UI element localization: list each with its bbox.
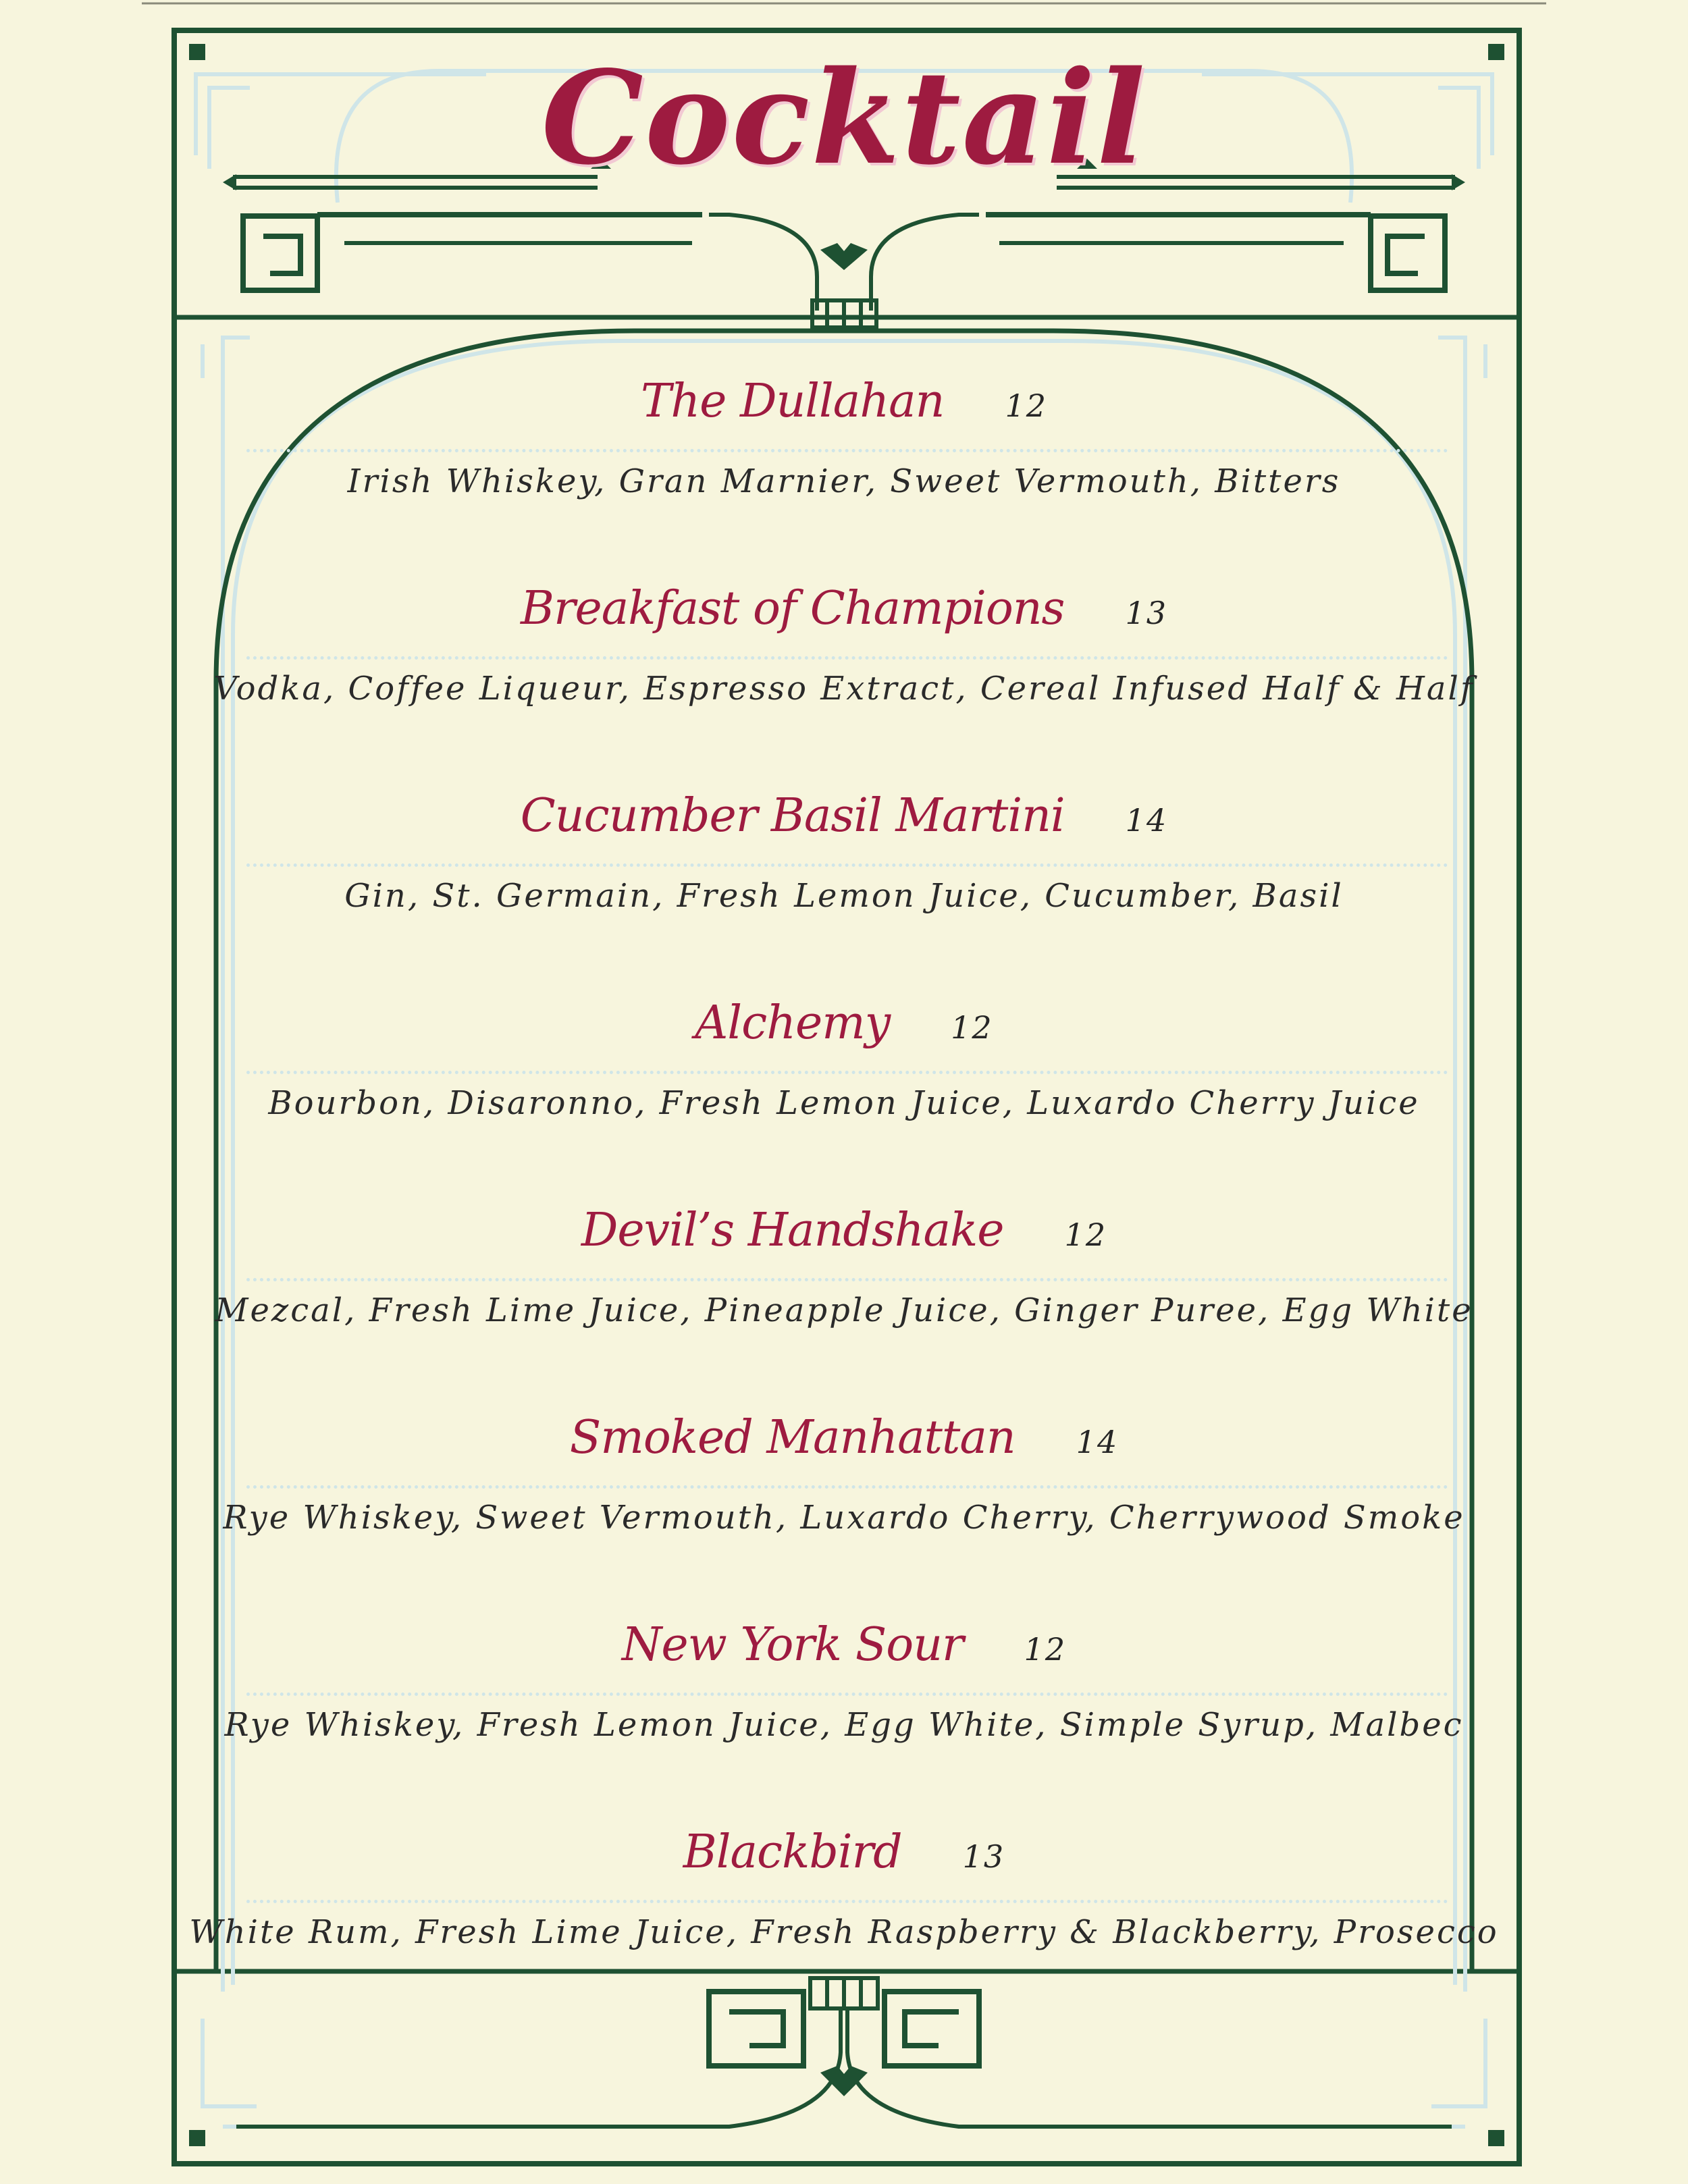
menu-item-name: New York Sour xyxy=(621,1618,964,1672)
dotted-divider xyxy=(246,1693,1448,1696)
menu-item-name: Devil’s Handshake xyxy=(581,1204,1004,1257)
menu-item-price: 14 xyxy=(1076,1424,1119,1460)
menu-item-name: Alchemy xyxy=(695,996,891,1050)
menu-item xyxy=(0,375,1688,537)
menu-item-name: The Dullahan xyxy=(640,375,945,428)
menu-item-price: 14 xyxy=(1125,802,1168,838)
menu-item-description: Mezcal, Fresh Lime Juice, Pineapple Juice, Ginger Puree, Egg White xyxy=(215,1291,1473,1329)
menu-item-price: 13 xyxy=(1125,595,1168,631)
dotted-divider xyxy=(246,449,1448,452)
menu-item-price: 12 xyxy=(951,1009,993,1046)
menu-item-description: Bourbon, Disaronno, Fresh Lemon Juice, Luxardo Cherry Juice xyxy=(268,1084,1420,1122)
menu-item-name: Breakfast of Champions xyxy=(520,582,1065,635)
menu-item xyxy=(0,789,1688,951)
footer-ornaments xyxy=(236,1978,1452,2127)
dotted-divider xyxy=(246,656,1448,660)
menu-item xyxy=(0,1618,1688,1780)
dotted-divider xyxy=(246,1071,1448,1074)
menu-item-price: 12 xyxy=(1024,1631,1067,1668)
menu-item-header xyxy=(0,582,1688,656)
menu-item-price: 12 xyxy=(1005,388,1048,424)
menu-item-header xyxy=(0,1826,1688,1900)
menu-item-name: Blackbird xyxy=(683,1826,902,1879)
menu-item-header xyxy=(0,996,1688,1071)
menu-item-description: Rye Whiskey, Sweet Vermouth, Luxardo Cherry, Cherrywood Smoke xyxy=(223,1499,1465,1537)
footer-arrow xyxy=(820,2066,868,2096)
menu-item-description: Irish Whiskey, Gran Marnier, Sweet Vermouth, Bitters xyxy=(347,462,1341,500)
menu-item-price: 12 xyxy=(1064,1217,1107,1253)
menu-item-name: Smoked Manhattan xyxy=(569,1411,1016,1464)
menu-title: Cocktail xyxy=(541,43,1147,193)
menu-item xyxy=(0,1204,1688,1366)
menu-item xyxy=(0,582,1688,744)
menu-item-header xyxy=(0,375,1688,449)
menu-item-header xyxy=(0,1618,1688,1693)
menu-item xyxy=(0,996,1688,1158)
dotted-divider xyxy=(246,863,1448,867)
dotted-divider xyxy=(246,1278,1448,1281)
menu-item-header xyxy=(0,1411,1688,1485)
dotted-divider xyxy=(246,1485,1448,1489)
menu-item xyxy=(0,1411,1688,1573)
menu-item-header xyxy=(0,1204,1688,1278)
dotted-divider xyxy=(246,1900,1448,1903)
menu-item xyxy=(0,1826,1688,1988)
menu-item-header xyxy=(0,789,1688,863)
menu-item-description: Gin, St. Germain, Fresh Lemon Juice, Cucumber, Basil xyxy=(344,877,1344,915)
menu-item-price: 13 xyxy=(962,1838,1005,1875)
menu-item-description: Vodka, Coffee Liqueur, Espresso Extract, Cereal Infused Half & Half xyxy=(213,670,1475,708)
menu-item-description: Rye Whiskey, Fresh Lemon Juice, Egg White, Simple Syrup, Malbec xyxy=(224,1706,1464,1744)
menu-item-description: White Rum, Fresh Lime Juice, Fresh Raspberry & Blackberry, Prosecco xyxy=(189,1913,1499,1951)
menu-item-name: Cucumber Basil Martini xyxy=(520,789,1065,843)
